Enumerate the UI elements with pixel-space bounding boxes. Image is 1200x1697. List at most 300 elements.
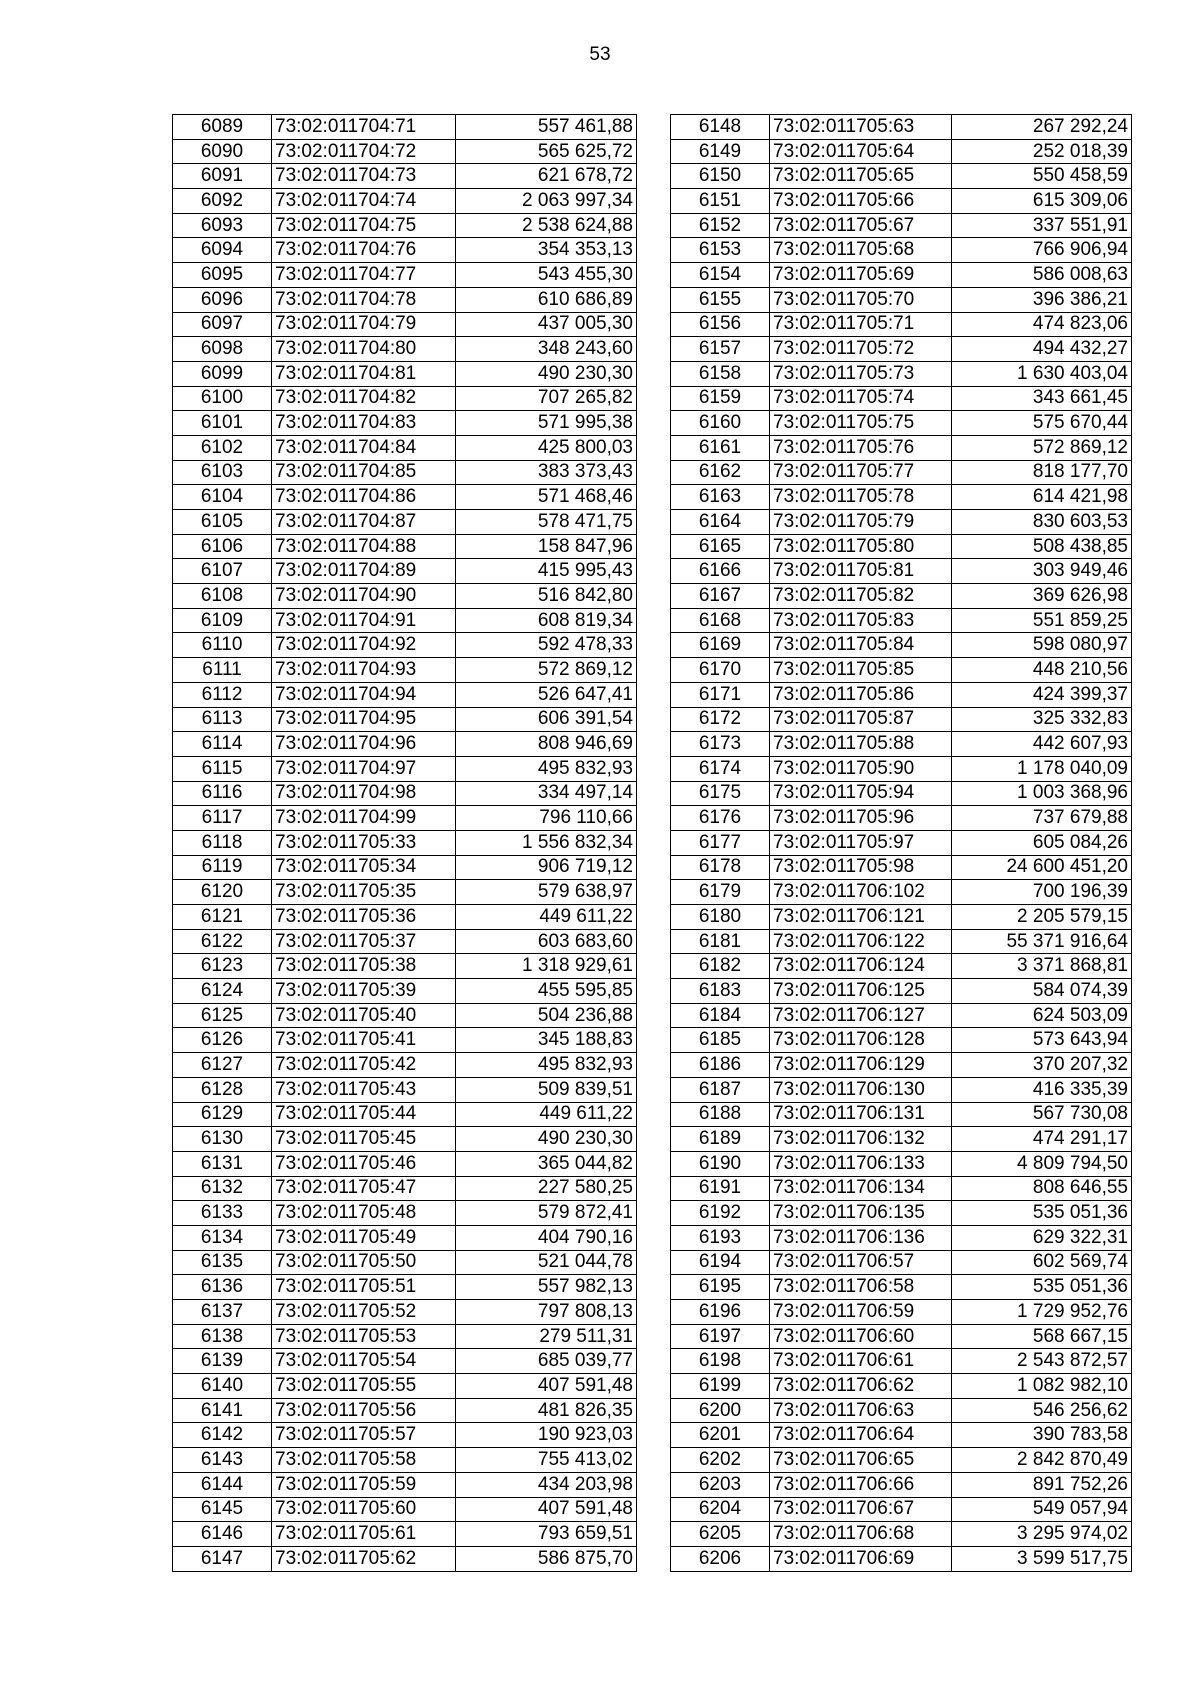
cadastral-number-cell: 73:02:011705:74 <box>770 386 952 411</box>
table-row <box>173 1028 637 1053</box>
row-number-cell: 6156 <box>671 312 770 337</box>
row-number-cell: 6179 <box>671 880 770 905</box>
table-row <box>671 1077 1132 1102</box>
amount-cell: 3 295 974,02 <box>952 1522 1132 1547</box>
row-number-cell: 6145 <box>173 1497 272 1522</box>
amount-cell: 3 371 868,81 <box>952 954 1132 979</box>
table-row <box>671 1028 1132 1053</box>
cadastral-number-cell: 73:02:011704:94 <box>272 682 456 707</box>
cadastral-number-cell: 73:02:011705:98 <box>770 855 952 880</box>
cadastral-number-cell: 73:02:011704:88 <box>272 534 456 559</box>
row-number-cell: 6097 <box>173 312 272 337</box>
row-number-cell: 6176 <box>671 806 770 831</box>
cadastral-number-cell: 73:02:011705:59 <box>272 1472 456 1497</box>
amount-cell: 416 335,39 <box>952 1077 1132 1102</box>
amount-cell: 793 659,51 <box>456 1522 637 1547</box>
row-number-cell: 6100 <box>173 386 272 411</box>
cadastral-number-cell: 73:02:011706:128 <box>770 1028 952 1053</box>
cadastral-number-cell: 73:02:011705:61 <box>272 1522 456 1547</box>
table-row <box>173 1472 637 1497</box>
cadastral-number-cell: 73:02:011706:58 <box>770 1275 952 1300</box>
table-row <box>671 1300 1132 1325</box>
cadastral-number-cell: 73:02:011706:122 <box>770 929 952 954</box>
table-row <box>173 1546 637 1571</box>
cadastral-number-cell: 73:02:011704:86 <box>272 485 456 510</box>
amount-cell: 610 686,89 <box>456 287 637 312</box>
cadastral-number-cell: 73:02:011705:73 <box>770 361 952 386</box>
table-row <box>671 238 1132 263</box>
amount-cell: 434 203,98 <box>456 1472 637 1497</box>
row-number-cell: 6098 <box>173 337 272 362</box>
table-row <box>671 1053 1132 1078</box>
row-number-cell: 6101 <box>173 411 272 436</box>
amount-cell: 700 196,39 <box>952 880 1132 905</box>
amount-cell: 490 230,30 <box>456 361 637 386</box>
table-row <box>671 608 1132 633</box>
amount-cell: 707 265,82 <box>456 386 637 411</box>
amount-cell: 407 591,48 <box>456 1374 637 1399</box>
amount-cell: 390 783,58 <box>952 1423 1132 1448</box>
cadastral-number-cell: 73:02:011704:80 <box>272 337 456 362</box>
cadastral-number-cell: 73:02:011705:56 <box>272 1398 456 1423</box>
table-row <box>173 337 637 362</box>
cadastral-number-cell: 73:02:011705:41 <box>272 1028 456 1053</box>
cadastral-number-cell: 73:02:011705:88 <box>770 732 952 757</box>
cadastral-number-cell: 73:02:011706:127 <box>770 1003 952 1028</box>
amount-cell: 2 543 872,57 <box>952 1349 1132 1374</box>
cadastral-number-cell: 73:02:011706:133 <box>770 1151 952 1176</box>
table-row <box>173 1324 637 1349</box>
table-row <box>173 1053 637 1078</box>
amount-cell: 624 503,09 <box>952 1003 1132 1028</box>
table-row <box>173 1003 637 1028</box>
amount-cell: 455 595,85 <box>456 979 637 1004</box>
row-number-cell: 6105 <box>173 510 272 535</box>
row-number-cell: 6137 <box>173 1300 272 1325</box>
row-number-cell: 6196 <box>671 1300 770 1325</box>
row-number-cell: 6138 <box>173 1324 272 1349</box>
amount-cell: 448 210,56 <box>952 658 1132 683</box>
table-row <box>671 1225 1132 1250</box>
amount-cell: 2 842 870,49 <box>952 1448 1132 1473</box>
amount-cell: 1 556 832,34 <box>456 830 637 855</box>
cadastral-number-cell: 73:02:011706:66 <box>770 1472 952 1497</box>
row-number-cell: 6181 <box>671 929 770 954</box>
table-row <box>671 1151 1132 1176</box>
cadastral-number-cell: 73:02:011705:55 <box>272 1374 456 1399</box>
row-number-cell: 6170 <box>671 658 770 683</box>
table-row <box>173 213 637 238</box>
table-row <box>173 115 637 140</box>
cadastral-number-cell: 73:02:011705:58 <box>272 1448 456 1473</box>
cadastral-number-cell: 73:02:011705:77 <box>770 460 952 485</box>
row-number-cell: 6091 <box>173 164 272 189</box>
cadastral-number-cell: 73:02:011705:71 <box>770 312 952 337</box>
amount-cell: 579 638,97 <box>456 880 637 905</box>
amount-cell: 797 808,13 <box>456 1300 637 1325</box>
cadastral-number-cell: 73:02:011705:78 <box>770 485 952 510</box>
table-row <box>173 139 637 164</box>
row-number-cell: 6165 <box>671 534 770 559</box>
row-number-cell: 6129 <box>173 1102 272 1127</box>
table-row <box>671 1349 1132 1374</box>
amount-cell: 535 051,36 <box>952 1201 1132 1226</box>
cadastral-number-cell: 73:02:011705:84 <box>770 633 952 658</box>
amount-cell: 494 432,27 <box>952 337 1132 362</box>
amount-cell: 572 869,12 <box>952 435 1132 460</box>
amount-cell: 369 626,98 <box>952 584 1132 609</box>
row-number-cell: 6107 <box>173 559 272 584</box>
table-row <box>671 1176 1132 1201</box>
table-row <box>173 386 637 411</box>
table-row <box>671 435 1132 460</box>
cadastral-number-cell: 73:02:011705:37 <box>272 929 456 954</box>
amount-cell: 504 236,88 <box>456 1003 637 1028</box>
amount-cell: 337 551,91 <box>952 213 1132 238</box>
cadastral-number-cell: 73:02:011706:59 <box>770 1300 952 1325</box>
amount-cell: 383 373,43 <box>456 460 637 485</box>
table-row <box>173 411 637 436</box>
row-number-cell: 6122 <box>173 929 272 954</box>
row-number-cell: 6155 <box>671 287 770 312</box>
row-number-cell: 6147 <box>173 1546 272 1571</box>
table-left-body <box>173 115 637 1572</box>
cadastral-number-cell: 73:02:011704:92 <box>272 633 456 658</box>
row-number-cell: 6189 <box>671 1127 770 1152</box>
row-number-cell: 6117 <box>173 806 272 831</box>
table-row <box>671 139 1132 164</box>
cadastral-number-cell: 73:02:011705:39 <box>272 979 456 1004</box>
table-row <box>173 263 637 288</box>
amount-cell: 474 823,06 <box>952 312 1132 337</box>
amount-cell: 568 667,15 <box>952 1324 1132 1349</box>
cadastral-number-cell: 73:02:011705:82 <box>770 584 952 609</box>
row-number-cell: 6133 <box>173 1201 272 1226</box>
table-row <box>671 312 1132 337</box>
cadastral-number-cell: 73:02:011706:65 <box>770 1448 952 1473</box>
amount-cell: 474 291,17 <box>952 1127 1132 1152</box>
amount-cell: 442 607,93 <box>952 732 1132 757</box>
row-number-cell: 6160 <box>671 411 770 436</box>
row-number-cell: 6195 <box>671 1275 770 1300</box>
table-row <box>671 337 1132 362</box>
row-number-cell: 6200 <box>671 1398 770 1423</box>
table-row <box>173 1349 637 1374</box>
row-number-cell: 6185 <box>671 1028 770 1053</box>
row-number-cell: 6143 <box>173 1448 272 1473</box>
cadastral-number-cell: 73:02:011706:124 <box>770 954 952 979</box>
table-row <box>173 1201 637 1226</box>
row-number-cell: 6192 <box>671 1201 770 1226</box>
row-number-cell: 6151 <box>671 189 770 214</box>
table-row <box>173 1398 637 1423</box>
amount-cell: 425 800,03 <box>456 435 637 460</box>
row-number-cell: 6125 <box>173 1003 272 1028</box>
row-number-cell: 6109 <box>173 608 272 633</box>
cadastral-number-cell: 73:02:011705:68 <box>770 238 952 263</box>
cadastral-number-cell: 73:02:011704:89 <box>272 559 456 584</box>
row-number-cell: 6202 <box>671 1448 770 1473</box>
table-row <box>173 534 637 559</box>
table-row <box>173 510 637 535</box>
row-number-cell: 6153 <box>671 238 770 263</box>
row-number-cell: 6123 <box>173 954 272 979</box>
row-number-cell: 6193 <box>671 1225 770 1250</box>
cadastral-number-cell: 73:02:011705:64 <box>770 139 952 164</box>
amount-cell: 508 438,85 <box>952 534 1132 559</box>
cadastral-number-cell: 73:02:011705:87 <box>770 707 952 732</box>
row-number-cell: 6166 <box>671 559 770 584</box>
table-row <box>671 1398 1132 1423</box>
table-row <box>671 1472 1132 1497</box>
cadastral-number-cell: 73:02:011705:35 <box>272 880 456 905</box>
amount-cell: 1 630 403,04 <box>952 361 1132 386</box>
amount-cell: 621 678,72 <box>456 164 637 189</box>
row-number-cell: 6182 <box>671 954 770 979</box>
row-number-cell: 6164 <box>671 510 770 535</box>
amount-cell: 830 603,53 <box>952 510 1132 535</box>
amount-cell: 605 084,26 <box>952 830 1132 855</box>
row-number-cell: 6173 <box>671 732 770 757</box>
cadastral-number-cell: 73:02:011704:99 <box>272 806 456 831</box>
row-number-cell: 6111 <box>173 658 272 683</box>
amount-cell: 343 661,45 <box>952 386 1132 411</box>
table-row <box>173 855 637 880</box>
cadastral-number-cell: 73:02:011705:85 <box>770 658 952 683</box>
row-number-cell: 6119 <box>173 855 272 880</box>
amount-cell: 526 647,41 <box>456 682 637 707</box>
table-row <box>671 1324 1132 1349</box>
row-number-cell: 6177 <box>671 830 770 855</box>
table-row <box>671 830 1132 855</box>
table-row <box>173 238 637 263</box>
row-number-cell: 6163 <box>671 485 770 510</box>
cadastral-number-cell: 73:02:011704:72 <box>272 139 456 164</box>
row-number-cell: 6159 <box>671 386 770 411</box>
amount-cell: 906 719,12 <box>456 855 637 880</box>
cadastral-number-cell: 73:02:011704:78 <box>272 287 456 312</box>
table-row <box>671 633 1132 658</box>
cadastral-number-cell: 73:02:011705:96 <box>770 806 952 831</box>
cadastral-number-cell: 73:02:011705:52 <box>272 1300 456 1325</box>
row-number-cell: 6203 <box>671 1472 770 1497</box>
row-number-cell: 6180 <box>671 905 770 930</box>
row-number-cell: 6174 <box>671 756 770 781</box>
cadastral-number-cell: 73:02:011705:80 <box>770 534 952 559</box>
amount-cell: 495 832,93 <box>456 756 637 781</box>
cadastral-number-cell: 73:02:011704:74 <box>272 189 456 214</box>
row-number-cell: 6199 <box>671 1374 770 1399</box>
table-row <box>671 287 1132 312</box>
row-number-cell: 6194 <box>671 1250 770 1275</box>
table-row <box>671 386 1132 411</box>
table-row <box>173 460 637 485</box>
table-row <box>173 682 637 707</box>
cadastral-number-cell: 73:02:011704:81 <box>272 361 456 386</box>
row-number-cell: 6126 <box>173 1028 272 1053</box>
amount-cell: 598 080,97 <box>952 633 1132 658</box>
cadastral-number-cell: 73:02:011704:79 <box>272 312 456 337</box>
cadastral-number-cell: 73:02:011704:77 <box>272 263 456 288</box>
cadastral-number-cell: 73:02:011705:45 <box>272 1127 456 1152</box>
table-row <box>671 1102 1132 1127</box>
table-row <box>173 485 637 510</box>
cadastral-number-cell: 73:02:011705:70 <box>770 287 952 312</box>
row-number-cell: 6094 <box>173 238 272 263</box>
cadastral-number-cell: 73:02:011705:50 <box>272 1250 456 1275</box>
cadastral-number-cell: 73:02:011705:53 <box>272 1324 456 1349</box>
table-row <box>173 1522 637 1547</box>
table-row <box>173 287 637 312</box>
table-row <box>671 1522 1132 1547</box>
table-row <box>173 1225 637 1250</box>
amount-cell: 3 599 517,75 <box>952 1546 1132 1571</box>
table-row <box>173 1176 637 1201</box>
amount-cell: 1 082 982,10 <box>952 1374 1132 1399</box>
row-number-cell: 6171 <box>671 682 770 707</box>
cadastral-number-cell: 73:02:011706:63 <box>770 1398 952 1423</box>
table-row <box>173 929 637 954</box>
table-row <box>671 263 1132 288</box>
table-row <box>173 1102 637 1127</box>
row-number-cell: 6134 <box>173 1225 272 1250</box>
row-number-cell: 6135 <box>173 1250 272 1275</box>
cadastral-number-cell: 73:02:011706:121 <box>770 905 952 930</box>
amount-cell: 2 538 624,88 <box>456 213 637 238</box>
row-number-cell: 6090 <box>173 139 272 164</box>
cadastral-number-cell: 73:02:011705:62 <box>272 1546 456 1571</box>
row-number-cell: 6168 <box>671 608 770 633</box>
row-number-cell: 6130 <box>173 1127 272 1152</box>
amount-cell: 407 591,48 <box>456 1497 637 1522</box>
cadastral-number-cell: 73:02:011704:97 <box>272 756 456 781</box>
table-row <box>173 584 637 609</box>
row-number-cell: 6104 <box>173 485 272 510</box>
amount-cell: 396 386,21 <box>952 287 1132 312</box>
cadastral-number-cell: 73:02:011705:46 <box>272 1151 456 1176</box>
row-number-cell: 6178 <box>671 855 770 880</box>
amount-cell: 424 399,37 <box>952 682 1132 707</box>
cadastral-number-cell: 73:02:011704:98 <box>272 781 456 806</box>
row-number-cell: 6206 <box>671 1546 770 1571</box>
row-number-cell: 6136 <box>173 1275 272 1300</box>
row-number-cell: 6139 <box>173 1349 272 1374</box>
row-number-cell: 6112 <box>173 682 272 707</box>
cadastral-number-cell: 73:02:011706:131 <box>770 1102 952 1127</box>
cadastral-number-cell: 73:02:011705:86 <box>770 682 952 707</box>
table-row <box>671 682 1132 707</box>
table-row <box>671 658 1132 683</box>
amount-cell: 345 188,83 <box>456 1028 637 1053</box>
cadastral-number-cell: 73:02:011706:57 <box>770 1250 952 1275</box>
table-row <box>671 1127 1132 1152</box>
amount-cell: 2 063 997,34 <box>456 189 637 214</box>
cadastral-number-cell: 73:02:011704:87 <box>272 510 456 535</box>
row-number-cell: 6131 <box>173 1151 272 1176</box>
row-number-cell: 6175 <box>671 781 770 806</box>
table-row <box>173 189 637 214</box>
table-row <box>671 855 1132 880</box>
row-number-cell: 6201 <box>671 1423 770 1448</box>
amount-cell: 55 371 916,64 <box>952 929 1132 954</box>
amount-cell: 584 074,39 <box>952 979 1132 1004</box>
amount-cell: 891 752,26 <box>952 1472 1132 1497</box>
table-row <box>173 1151 637 1176</box>
table-row <box>671 510 1132 535</box>
cadastral-number-cell: 73:02:011705:75 <box>770 411 952 436</box>
row-number-cell: 6108 <box>173 584 272 609</box>
amount-cell: 685 039,77 <box>456 1349 637 1374</box>
table-row <box>671 979 1132 1004</box>
table-row <box>671 1374 1132 1399</box>
cadastral-number-cell: 73:02:011704:93 <box>272 658 456 683</box>
cadastral-number-cell: 73:02:011705:94 <box>770 781 952 806</box>
row-number-cell: 6157 <box>671 337 770 362</box>
row-number-cell: 6092 <box>173 189 272 214</box>
cadastral-number-cell: 73:02:011706:136 <box>770 1225 952 1250</box>
cadastral-number-cell: 73:02:011705:67 <box>770 213 952 238</box>
cadastral-number-cell: 73:02:011706:129 <box>770 1053 952 1078</box>
row-number-cell: 6128 <box>173 1077 272 1102</box>
cadastral-number-cell: 73:02:011705:47 <box>272 1176 456 1201</box>
cadastral-number-cell: 73:02:011705:57 <box>272 1423 456 1448</box>
table-row <box>173 1374 637 1399</box>
row-number-cell: 6148 <box>671 115 770 140</box>
table-row <box>173 781 637 806</box>
row-number-cell: 6103 <box>173 460 272 485</box>
table-row <box>173 361 637 386</box>
amount-cell: 415 995,43 <box>456 559 637 584</box>
amount-cell: 550 458,59 <box>952 164 1132 189</box>
cadastral-number-cell: 73:02:011705:40 <box>272 1003 456 1028</box>
amount-cell: 602 569,74 <box>952 1250 1132 1275</box>
cadastral-number-cell: 73:02:011704:90 <box>272 584 456 609</box>
cadastral-number-cell: 73:02:011705:44 <box>272 1102 456 1127</box>
amount-cell: 572 869,12 <box>456 658 637 683</box>
cadastral-number-cell: 73:02:011706:62 <box>770 1374 952 1399</box>
amount-cell: 557 982,13 <box>456 1275 637 1300</box>
table-row <box>671 460 1132 485</box>
amount-cell: 404 790,16 <box>456 1225 637 1250</box>
table-row <box>671 115 1132 140</box>
row-number-cell: 6095 <box>173 263 272 288</box>
amount-cell: 614 421,98 <box>952 485 1132 510</box>
cadastral-number-cell: 73:02:011705:69 <box>770 263 952 288</box>
amount-cell: 1 729 952,76 <box>952 1300 1132 1325</box>
cadastral-number-cell: 73:02:011704:76 <box>272 238 456 263</box>
row-number-cell: 6150 <box>671 164 770 189</box>
table-row <box>671 756 1132 781</box>
table-row <box>173 658 637 683</box>
cadastral-number-cell: 73:02:011706:69 <box>770 1546 952 1571</box>
table-row <box>671 361 1132 386</box>
amount-cell: 592 478,33 <box>456 633 637 658</box>
table-row <box>671 806 1132 831</box>
cadastral-number-cell: 73:02:011705:72 <box>770 337 952 362</box>
table-row <box>671 929 1132 954</box>
row-number-cell: 6187 <box>671 1077 770 1102</box>
cadastral-number-cell: 73:02:011706:130 <box>770 1077 952 1102</box>
table-row <box>173 905 637 930</box>
table-row <box>173 633 637 658</box>
cadastral-number-cell: 73:02:011704:83 <box>272 411 456 436</box>
amount-cell: 766 906,94 <box>952 238 1132 263</box>
row-number-cell: 6089 <box>173 115 272 140</box>
cadastral-number-cell: 73:02:011705:38 <box>272 954 456 979</box>
table-row <box>671 1250 1132 1275</box>
amount-cell: 549 057,94 <box>952 1497 1132 1522</box>
cadastral-number-cell: 73:02:011706:67 <box>770 1497 952 1522</box>
